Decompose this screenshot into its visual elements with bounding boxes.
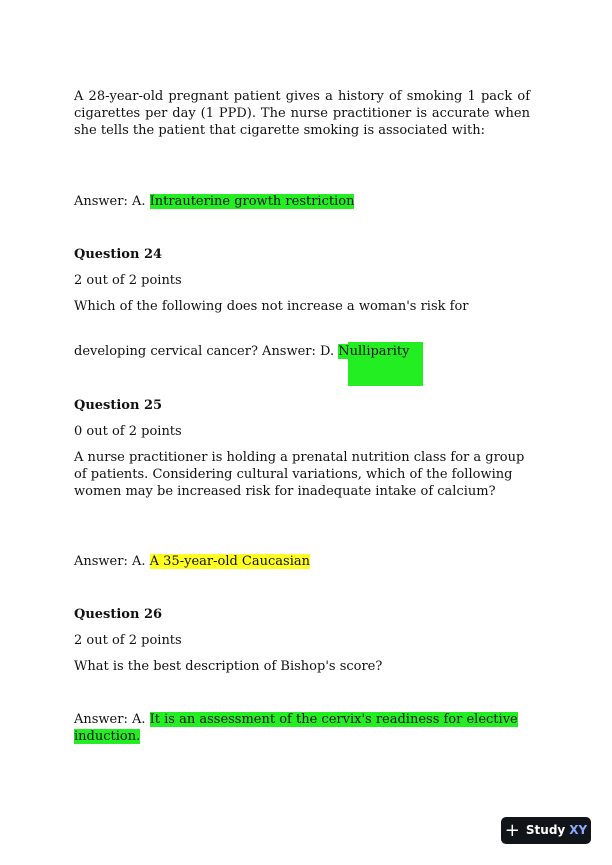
question-24-text-line2 [74, 343, 530, 360]
question-26-heading: Question 26 [74, 607, 163, 622]
question-26-answer-highlight-line1: It is an assessment of the cervix's readiness for elective [149, 712, 518, 727]
plus-icon: + [504, 819, 520, 841]
question-24-answer-highlight: Nulliparity [338, 344, 410, 359]
intro-answer-highlight: Intrauterine growth restriction [149, 194, 355, 209]
question-25-heading: Question 25 [74, 398, 163, 413]
studyxy-badge[interactable] [501, 817, 591, 844]
brand-accent: XY [569, 823, 588, 837]
question-25-text: A nurse practitioner is holding a prenatal nutrition class for a group of patients. Considering cultural variations, which of the following women may be increased risk for inadequate intake of calcium? [74, 450, 525, 499]
answer-prefix: Answer: A. [74, 712, 150, 727]
question-24-points: 2 out of 2 points [74, 273, 182, 288]
intro-question-text: A 28-year-old pregnant patient gives a history of smoking 1 pack of cigarettes per day (1 PPD). The nurse practitioner is accurate when she tells the patient that cigarette smoking is associated with: [74, 89, 530, 138]
question-25-answer-highlight: A 35-year-old Caucasian [149, 554, 310, 569]
intro-answer [74, 193, 530, 210]
question-26-answer-highlight-line2: induction. [74, 729, 141, 744]
question-26-answer-line2 [74, 728, 530, 745]
question-24-text-line1: Which of the following does not increase a woman's risk for [74, 299, 469, 314]
question-26-text: What is the best description of Bishop's score? [74, 659, 383, 674]
question-25-answer [74, 553, 530, 570]
question-24-line2-text: developing cervical cancer? Answer: D. [74, 344, 339, 359]
question-25-points: 0 out of 2 points [74, 424, 182, 439]
answer-prefix: Answer: A. [74, 554, 150, 569]
question-26-points: 2 out of 2 points [74, 633, 182, 648]
question-26-answer-line1 [74, 711, 530, 728]
answer-prefix: Answer: A. [74, 194, 150, 209]
brand-main: Study [525, 823, 566, 837]
question-24-heading: Question 24 [74, 247, 163, 262]
